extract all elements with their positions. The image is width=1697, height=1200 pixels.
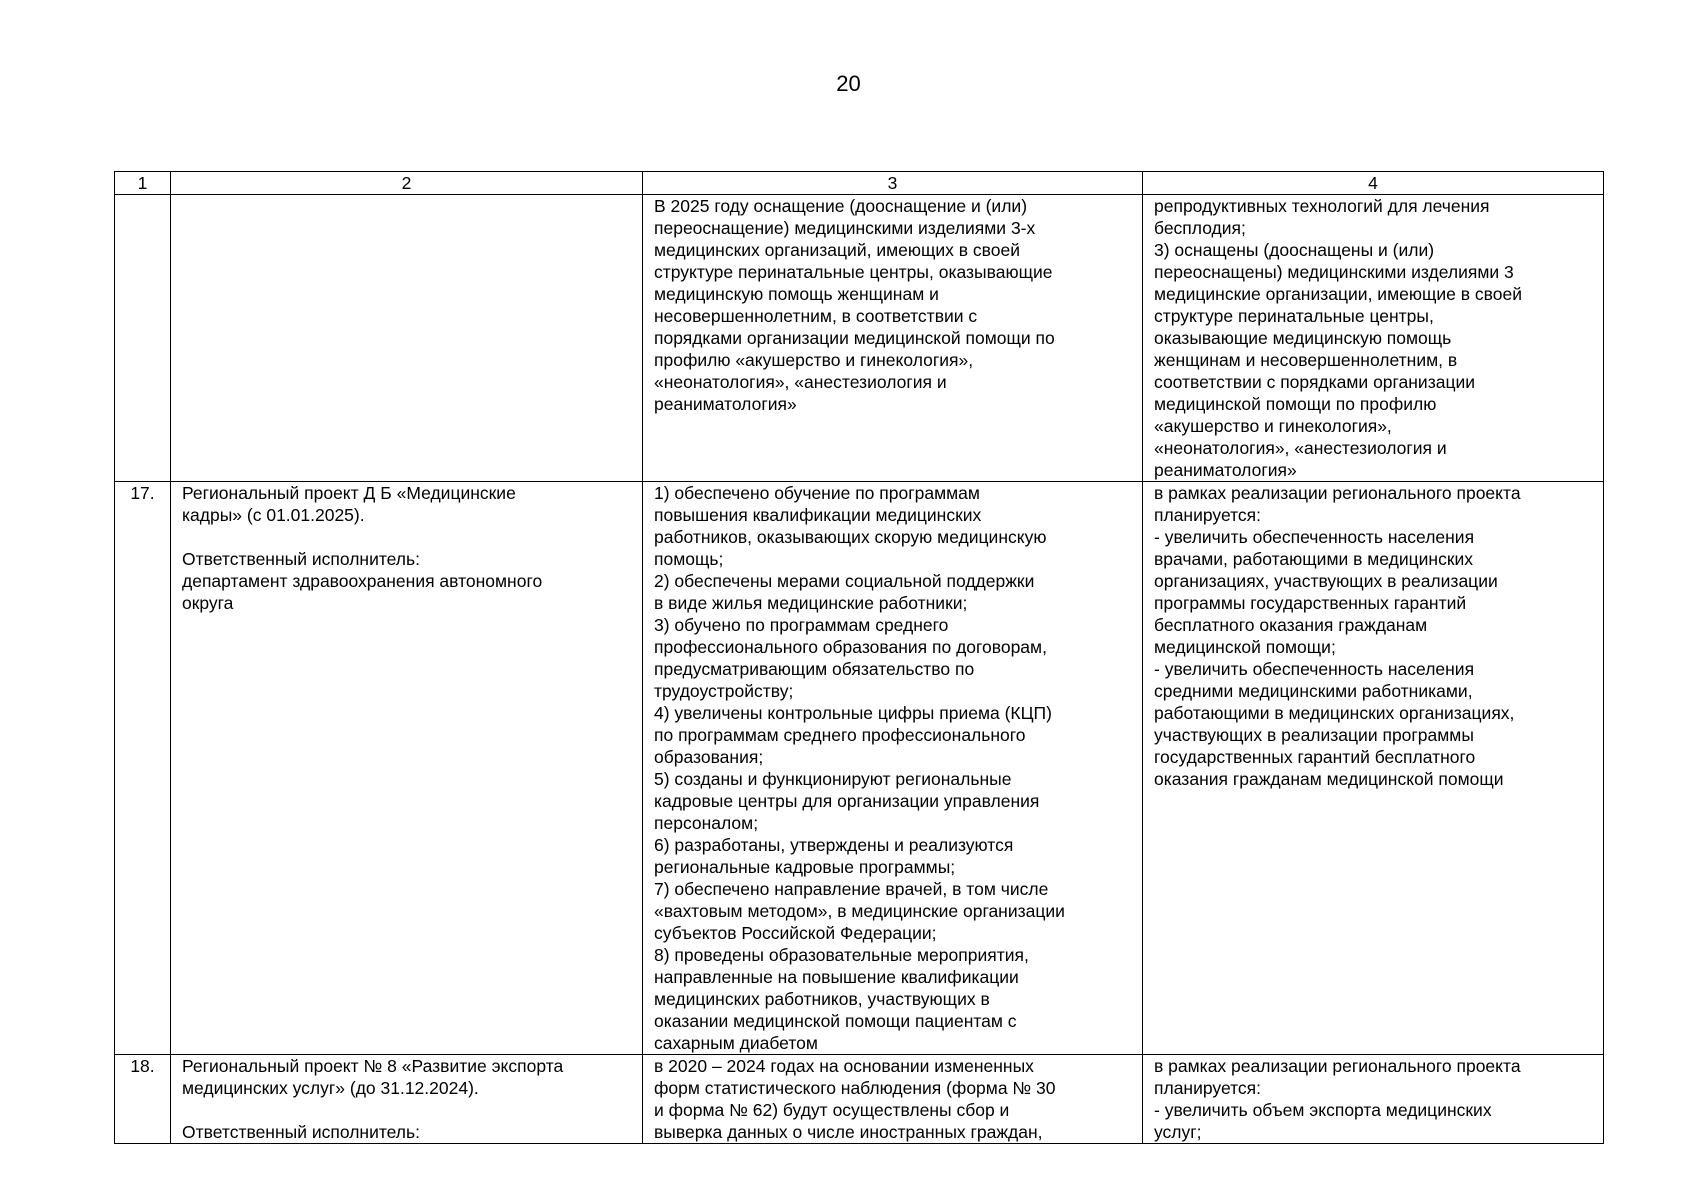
project-cell — [171, 1055, 643, 1144]
row-number: 17. — [115, 482, 171, 1055]
header-col-3: 3 — [643, 172, 1143, 195]
row-number — [115, 195, 171, 482]
project-cell: Региональный проект Д Б «Медицинские кадры» (с 01.01.2025). Ответственный исполнитель: департамент здравоохранения автономного округа — [171, 482, 643, 1055]
row-number — [115, 1055, 171, 1144]
table-row — [115, 195, 1604, 482]
project-cell — [171, 195, 643, 482]
results-cell: В 2025 году оснащение (дооснащение и (или) переоснащение) медицинскими изделиями 3-х медицинских организаций, имеющих в своей структуре перинатальные центры, оказывающие медицинскую помощь женщинам и несовершеннолетним, в соответствии с порядками организации медицинской помощи по профилю «акушерство и гинекология», «неонатология», «анестезиология и реаниматология» — [643, 195, 1143, 482]
header-col-2: 2 — [171, 172, 643, 195]
effects-cell-text: в рамках реализации регионального проекта планируется: - увеличить объем экспорта медицинских услуг; — [1154, 1056, 1521, 1142]
header-col-4: 4 — [1143, 172, 1604, 195]
header-col-1: 1 — [115, 172, 171, 195]
results-cell — [643, 1055, 1143, 1144]
table-header-row — [115, 172, 1604, 195]
effects-cell: репродуктивных технологий для лечения бесплодия; 3) оснащены (дооснащены и (или) переоснащены) медицинскими изделиями 3 медицинские организации, имеющие в своей структуре перинатальные центры, оказывающие медицинскую помощь женщинам и несовершеннолетним, в соответствии с порядками организации медицинской помощи по профилю «акушерство и гинекология», «неонатология», «анестезиология и реаниматология» — [1143, 195, 1604, 482]
table-row — [115, 482, 1604, 1055]
row-number-text: 18. — [130, 1056, 155, 1076]
results-cell-text: в 2020 – 2024 годах на основании измененных форм статистического наблюдения (форма № 30 и форма № 62) будут осуществлены сбор и выверка данных о числе иностранных граждан, — [654, 1056, 1056, 1142]
effects-cell: в рамках реализации регионального проекта планируется: - увеличить обеспеченность населения врачами, работающими в медицинских организациях, участвующих в реализации программы государственных гарантий бесплатного оказания гражданам медицинской помощи; - увеличить обеспеченность населения средними медицинскими работниками, работающими в медицинских организациях, участвующих в реализации программы государственных гарантий бесплатного оказания гражданам медицинской помощи — [1143, 482, 1604, 1055]
project-cell-text: Региональный проект № 8 «Развитие экспорта медицинских услуг» (до 31.12.2024). Ответственный исполнитель: — [182, 1056, 564, 1142]
page-number: 20 — [836, 71, 861, 96]
plan-table — [114, 171, 1604, 1144]
results-cell: 1) обеспечено обучение по программам повышения квалификации медицинских работников, оказывающих скорую медицинскую помощь; 2) обеспечены мерами социальной поддержки в виде жилья медицинские работники; 3) обучено по программам среднего профессионального образования по договорам, предусматривающим обязательство по трудоустройству; 4) увеличены контрольные цифры приема (КЦП) по программам среднего профессионального образования; 5) созданы и функционируют региональные кадровые центры для организации управления персоналом; 6) разработаны, утверждены и реализуются региональные кадровые программы; 7) обеспечено направление врачей, в том числе «вахтовым методом», в медицинские организации субъектов Российской Федерации; 8) проведены образовательные мероприятия, направленные на повышение квалификации медицинских работников, участвующих в оказании медицинской помощи пациентам с сахарным диабетом — [643, 482, 1143, 1055]
table-row — [115, 1055, 1604, 1144]
effects-cell — [1143, 1055, 1604, 1144]
